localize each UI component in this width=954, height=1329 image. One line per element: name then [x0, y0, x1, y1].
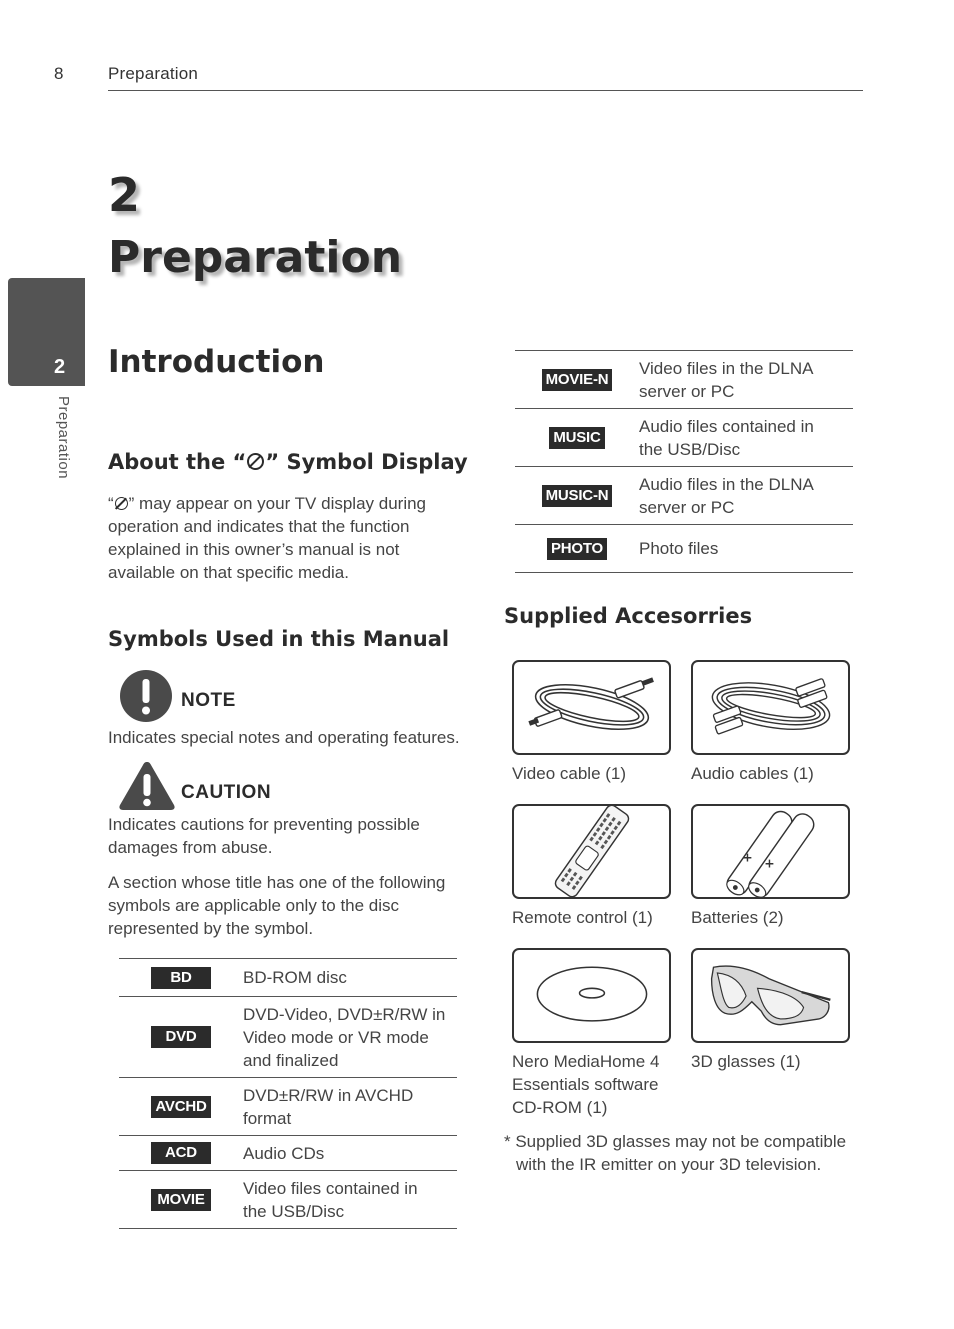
- disc-description: Video files in the DLNA server or PC: [639, 358, 813, 401]
- supplied-accessories-heading: Supplied Accesorries: [504, 604, 753, 628]
- running-header-title: Preparation: [108, 64, 199, 83]
- disc-badge-avchd: AVCHD: [151, 1096, 211, 1118]
- svg-text:+: +: [742, 849, 753, 865]
- 3d-glasses-icon: [691, 948, 850, 1043]
- section-title-introduction: Introduction: [108, 344, 325, 380]
- symbols-heading: Symbols Used in this Manual: [108, 627, 450, 651]
- disc-badge-photo: PHOTO: [547, 538, 607, 560]
- table-row: [515, 409, 853, 467]
- glasses-footnote: * Supplied 3D glasses may not be compatible with the IR emitter on your 3D television.: [504, 1132, 847, 1174]
- disc-symbol-table-right: [515, 350, 853, 573]
- chapter-side-tab: [8, 278, 85, 386]
- accessory-label: Audio cables (1): [691, 764, 814, 783]
- table-row: [515, 351, 853, 409]
- page-number: 8: [54, 64, 64, 83]
- disc-description: BD-ROM disc: [243, 968, 347, 987]
- cd-rom-icon: [512, 948, 671, 1043]
- disc-badge-music-n: MUSIC-N: [542, 485, 613, 507]
- chapter-title: Preparation: [108, 232, 403, 283]
- caution-label: CAUTION: [181, 782, 272, 803]
- side-tab-number: 2: [54, 356, 66, 378]
- svg-text:+: +: [764, 855, 775, 871]
- note-label: NOTE: [181, 690, 236, 711]
- accessory-label: Remote control (1): [512, 908, 653, 927]
- about-text-prefix: “: [108, 494, 114, 513]
- table-row: [119, 1136, 457, 1171]
- disc-description: Audio CDs: [243, 1143, 325, 1163]
- about-symbol-heading: [108, 450, 468, 474]
- disc-description: DVD±R/RW in AVCHD format: [243, 1085, 414, 1128]
- disc-badge-acd: ACD: [151, 1142, 211, 1164]
- accessory-label: Nero MediaHome 4 Essentials software CD-ROM (1): [512, 1052, 660, 1117]
- note-description: Indicates special notes and operating features.: [108, 728, 460, 747]
- warning-triangle-icon: [118, 760, 176, 812]
- header-rule: [108, 90, 863, 91]
- disc-badge-movie: MOVIE: [151, 1189, 211, 1211]
- about-heading-prefix: About the “: [108, 450, 247, 474]
- accessory-label: Batteries (2): [691, 908, 784, 927]
- disc-badge-bd: BD: [151, 967, 211, 989]
- disc-badge-music: MUSIC: [549, 427, 604, 449]
- disc-description: DVD-Video, DVD±R/RW in Video mode or VR mode and finalized: [243, 1004, 446, 1070]
- table-row: [119, 997, 457, 1078]
- disc-description: Audio files in the DLNA server or PC: [639, 474, 813, 517]
- prohibited-symbol-icon: [115, 497, 128, 510]
- accessory-label: 3D glasses (1): [691, 1052, 801, 1071]
- disc-description: Audio files contained in the USB/Disc: [639, 416, 814, 459]
- disc-description: Photo files: [639, 539, 719, 558]
- video-cable-icon: [512, 660, 671, 755]
- about-text-suffix: ” may appear on your TV display during operation and indicates that the function explained in this owner’s manual is not available on that specific media.: [108, 494, 427, 582]
- about-symbol-text: [108, 492, 468, 584]
- section-symbol-description: A section whose title has one of the following symbols are applicable only to the disc represented by the symbol.: [108, 873, 446, 938]
- side-tab-label: Preparation: [55, 396, 72, 480]
- disc-description: Video files contained in the USB/Disc: [243, 1178, 418, 1221]
- caution-description: Indicates cautions for preventing possible damages from abuse.: [108, 815, 420, 857]
- prohibited-symbol-icon: [247, 453, 264, 470]
- batteries-icon: [691, 804, 850, 899]
- table-row: [119, 1078, 457, 1136]
- disc-badge-movie-n: MOVIE-N: [542, 369, 613, 391]
- accessory-label: Video cable (1): [512, 764, 627, 783]
- table-row: [119, 1171, 457, 1229]
- table-row: [119, 959, 457, 997]
- disc-symbol-table-left: [119, 958, 457, 1229]
- exclamation-circle-icon: [120, 670, 172, 722]
- audio-cables-icon: [691, 660, 850, 755]
- disc-badge-dvd: DVD: [151, 1026, 211, 1048]
- table-row: [515, 467, 853, 525]
- chapter-number: 2: [108, 168, 141, 222]
- about-heading-suffix: ” Symbol Display: [265, 450, 468, 474]
- table-row: [515, 525, 853, 573]
- remote-control-icon: [512, 804, 671, 899]
